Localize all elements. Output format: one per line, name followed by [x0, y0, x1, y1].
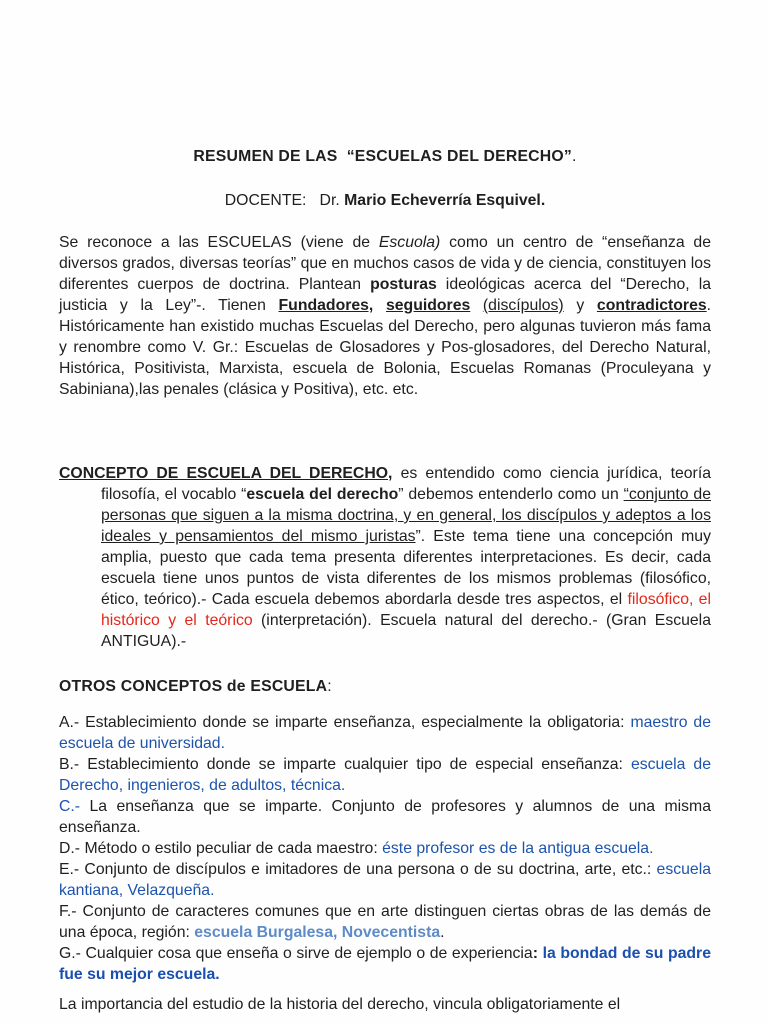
text-run: ” debemos entenderlo como un: [398, 486, 624, 503]
text-run: escuela de Derecho, ingenieros, de adultos, técnica.: [59, 756, 711, 794]
text-run: seguidores: [385, 297, 471, 314]
text-run: F.- Conjunto de caracteres comunes que en arte distinguen ciertas obras de las demás de una época, región:: [59, 903, 711, 941]
text-run: Escuola): [378, 234, 441, 251]
document-title: [59, 146, 711, 167]
text-run: La enseñanza que se imparte. Conjunto de profesores y alumnos de una misma enseñanza.: [59, 798, 711, 836]
text-run: escuela kantiana, Velazqueña.: [59, 861, 711, 899]
text-run: A.- Establecimiento donde se imparte enseñanza, especialmente la obligatoria:: [59, 714, 631, 731]
text-run: La importancia del estudio de la historia del derecho, vincula obligatoriamente el: [59, 996, 621, 1013]
text-run: CONCEPTO DE ESCUELA DEL DERECHO,: [59, 465, 393, 482]
text-run: [373, 297, 386, 314]
text-run: B.- Establecimiento donde se imparte cualquier tipo de especial enseñanza:: [59, 756, 631, 773]
text-run: (discípulos): [482, 297, 564, 314]
concept-list: [59, 712, 711, 985]
text-run: escuela Burgalesa, Novecentista: [194, 924, 441, 941]
text-run: escuela del derecho: [246, 486, 399, 503]
text-run: contradictores: [596, 297, 707, 314]
text-run: C.-: [59, 798, 81, 815]
text-run: :: [532, 945, 538, 962]
text-run: posturas: [370, 276, 437, 293]
text-run: D.- Método o estilo peculiar de cada maestro:: [59, 840, 383, 857]
text-run: éste profesor es de la antigua escuela.: [382, 840, 654, 857]
text-run: y: [563, 297, 597, 314]
text-run: filosófico, el histórico y el teórico: [101, 591, 711, 629]
text-run: maestro de escuela de universidad.: [59, 714, 711, 752]
list-item-e: [59, 859, 711, 901]
text-run: es entendido como ciencia jurídica, teoría filosofía, el vocablo “: [101, 465, 711, 503]
text-run: la bondad de su padre fue su mejor escuela.: [59, 945, 711, 983]
document-content: [59, 146, 711, 1015]
text-run: Se reconoce a las ESCUELAS (viene de: [59, 234, 379, 251]
text-run: RESUMEN DE LAS “ESCUELAS DEL DERECHO”: [193, 148, 572, 165]
list-item-d: [59, 838, 711, 859]
text-run: Mario Echeverría Esquivel.: [344, 192, 546, 209]
text-run: . Históricamente han existido muchas Escuelas del Derecho, pero algunas tuvieron más fama y renombre como V. Gr.: Escuelas de Glosadores y Pos-glosadores, del Derecho Natural, Histórica, Positivista, Marxista, escuela de Bolonia, Escuelas Romanas (Proculeyana y Sabiniana),las penales (clásica y Positiva), etc. etc.: [59, 297, 712, 398]
list-item-g: [59, 943, 711, 985]
paragraph-final-clipped: [59, 994, 711, 1015]
list-item-f: [59, 901, 711, 943]
text-run: OTROS CONCEPTOS de ESCUELA: [59, 678, 328, 695]
text-run: Fundadores,: [278, 297, 374, 314]
text-run: [470, 297, 483, 314]
list-item-b: [59, 754, 711, 796]
text-run: como un centro de “enseñanza de diversos grados, diversas teorías” que en muchos casos de vida y de ciencia, constituyen los diferentes cuerpos de doctrina. Plantean: [59, 234, 712, 293]
text-run: ideológicas acerca del “Derecho, la justicia y la Ley”-. Tienen: [59, 276, 711, 314]
list-item-c: [59, 796, 711, 838]
section-heading-otros-conceptos: [59, 676, 711, 697]
text-run: .: [440, 924, 445, 941]
paragraph-intro-escuelas: [59, 232, 711, 400]
text-run: DOCENTE: Dr.: [224, 192, 345, 209]
text-run: :: [327, 678, 332, 695]
list-item-a: [59, 712, 711, 754]
text-run: ”. Este tema tiene una concepción muy amplia, puesto que cada tema presenta diferentes interpretaciones. Es decir, cada escuela tiene unos puntos de vista diferentes de los mismos problemas (filosófico, ético, teórico).- Cada escuela debemos abordarla desde tres aspectos, el: [101, 528, 711, 608]
text-run: .: [572, 148, 577, 165]
docente-line: [59, 190, 711, 211]
text-run: E.- Conjunto de discípulos e imitadores de una persona o de su doctrina, arte, etc.:: [59, 861, 657, 878]
text-run: “conjunto de personas que siguen a la misma doctrina, y en general, los discípulos y adeptos a los ideales y pensamientos del mismo juristas: [101, 486, 711, 545]
text-run: G.- Cualquier cosa que enseña o sirve de ejemplo o de experiencia: [59, 945, 533, 962]
paragraph-concepto-escuela-del-derecho: [59, 463, 711, 652]
text-run: (interpretación). Escuela natural del derecho.- (Gran Escuela ANTIGUA).-: [101, 612, 711, 650]
